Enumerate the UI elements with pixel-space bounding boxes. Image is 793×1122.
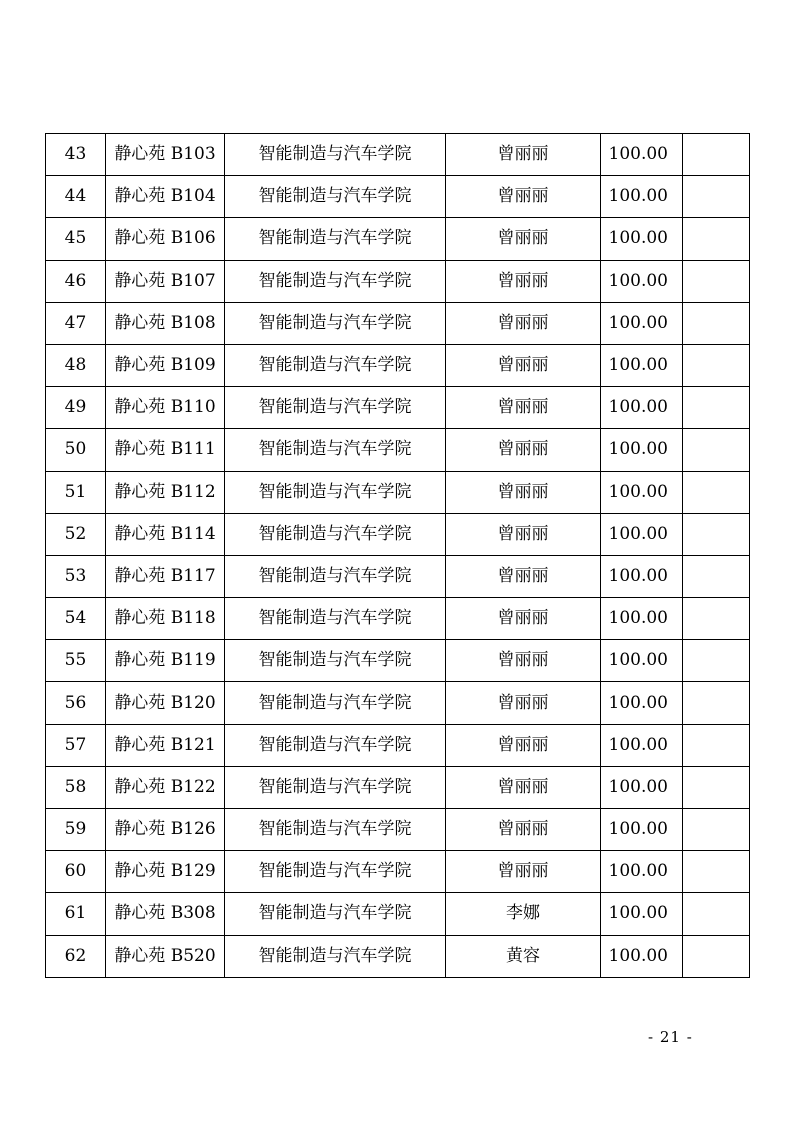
room-cell: 静心苑 B109 — [106, 344, 225, 386]
person-cell: 曾丽丽 — [446, 344, 601, 386]
college-cell: 智能制造与汽车学院 — [225, 682, 446, 724]
table-row — [46, 724, 750, 766]
page-number: - 21 - — [648, 1028, 693, 1046]
table-row — [46, 766, 750, 808]
note-cell — [683, 302, 750, 344]
table-row — [46, 682, 750, 724]
row-number-cell: 44 — [46, 176, 106, 218]
room-cell: 静心苑 B308 — [106, 893, 225, 935]
person-cell: 曾丽丽 — [446, 471, 601, 513]
table-row — [46, 809, 750, 851]
college-cell: 智能制造与汽车学院 — [225, 766, 446, 808]
note-cell — [683, 218, 750, 260]
room-cell: 静心苑 B110 — [106, 387, 225, 429]
note-cell — [683, 598, 750, 640]
room-cell: 静心苑 B119 — [106, 640, 225, 682]
score-cell: 100.00 — [601, 809, 683, 851]
college-cell: 智能制造与汽车学院 — [225, 555, 446, 597]
row-number-cell: 49 — [46, 387, 106, 429]
college-cell: 智能制造与汽车学院 — [225, 851, 446, 893]
table-row — [46, 851, 750, 893]
row-number-cell: 60 — [46, 851, 106, 893]
score-cell: 100.00 — [601, 429, 683, 471]
score-cell: 100.00 — [601, 598, 683, 640]
note-cell — [683, 387, 750, 429]
college-cell: 智能制造与汽车学院 — [225, 893, 446, 935]
row-number-cell: 57 — [46, 724, 106, 766]
college-cell: 智能制造与汽车学院 — [225, 218, 446, 260]
row-number-cell: 51 — [46, 471, 106, 513]
score-cell: 100.00 — [601, 682, 683, 724]
room-cell: 静心苑 B111 — [106, 429, 225, 471]
note-cell — [683, 640, 750, 682]
note-cell — [683, 134, 750, 176]
score-cell: 100.00 — [601, 555, 683, 597]
table-row — [46, 471, 750, 513]
college-cell: 智能制造与汽车学院 — [225, 513, 446, 555]
college-cell: 智能制造与汽车学院 — [225, 260, 446, 302]
person-cell: 曾丽丽 — [446, 429, 601, 471]
row-number-cell: 59 — [46, 809, 106, 851]
college-cell: 智能制造与汽车学院 — [225, 387, 446, 429]
college-cell: 智能制造与汽车学院 — [225, 429, 446, 471]
note-cell — [683, 344, 750, 386]
row-number-cell: 62 — [46, 935, 106, 977]
score-cell: 100.00 — [601, 935, 683, 977]
room-cell: 静心苑 B104 — [106, 176, 225, 218]
score-cell: 100.00 — [601, 260, 683, 302]
room-cell: 静心苑 B126 — [106, 809, 225, 851]
room-cell: 静心苑 B107 — [106, 260, 225, 302]
row-number-cell: 48 — [46, 344, 106, 386]
room-cell: 静心苑 B129 — [106, 851, 225, 893]
note-cell — [683, 809, 750, 851]
table-row — [46, 218, 750, 260]
table-body — [46, 134, 750, 978]
row-number-cell: 47 — [46, 302, 106, 344]
college-cell: 智能制造与汽车学院 — [225, 302, 446, 344]
table-row — [46, 893, 750, 935]
table-row — [46, 302, 750, 344]
table-row — [46, 598, 750, 640]
score-cell: 100.00 — [601, 387, 683, 429]
person-cell: 曾丽丽 — [446, 640, 601, 682]
table-row — [46, 176, 750, 218]
row-number-cell: 45 — [46, 218, 106, 260]
score-cell: 100.00 — [601, 893, 683, 935]
room-cell: 静心苑 B112 — [106, 471, 225, 513]
person-cell: 曾丽丽 — [446, 134, 601, 176]
table-row — [46, 513, 750, 555]
person-cell: 曾丽丽 — [446, 598, 601, 640]
room-cell: 静心苑 B114 — [106, 513, 225, 555]
row-number-cell: 55 — [46, 640, 106, 682]
row-number-cell: 61 — [46, 893, 106, 935]
person-cell: 曾丽丽 — [446, 766, 601, 808]
note-cell — [683, 429, 750, 471]
person-cell: 曾丽丽 — [446, 851, 601, 893]
score-cell: 100.00 — [601, 344, 683, 386]
person-cell: 曾丽丽 — [446, 218, 601, 260]
room-cell: 静心苑 B121 — [106, 724, 225, 766]
note-cell — [683, 893, 750, 935]
note-cell — [683, 682, 750, 724]
note-cell — [683, 851, 750, 893]
college-cell: 智能制造与汽车学院 — [225, 134, 446, 176]
score-cell: 100.00 — [601, 218, 683, 260]
table-row — [46, 555, 750, 597]
college-cell: 智能制造与汽车学院 — [225, 471, 446, 513]
score-cell: 100.00 — [601, 302, 683, 344]
room-cell: 静心苑 B520 — [106, 935, 225, 977]
person-cell: 曾丽丽 — [446, 176, 601, 218]
college-cell: 智能制造与汽车学院 — [225, 935, 446, 977]
note-cell — [683, 176, 750, 218]
note-cell — [683, 513, 750, 555]
score-cell: 100.00 — [601, 471, 683, 513]
college-cell: 智能制造与汽车学院 — [225, 598, 446, 640]
person-cell: 黄容 — [446, 935, 601, 977]
room-cell: 静心苑 B106 — [106, 218, 225, 260]
score-cell: 100.00 — [601, 724, 683, 766]
room-cell: 静心苑 B120 — [106, 682, 225, 724]
person-cell: 曾丽丽 — [446, 809, 601, 851]
score-cell: 100.00 — [601, 176, 683, 218]
room-cell: 静心苑 B117 — [106, 555, 225, 597]
person-cell: 曾丽丽 — [446, 724, 601, 766]
note-cell — [683, 766, 750, 808]
college-cell: 智能制造与汽车学院 — [225, 640, 446, 682]
note-cell — [683, 260, 750, 302]
table-row — [46, 429, 750, 471]
score-cell: 100.00 — [601, 766, 683, 808]
note-cell — [683, 935, 750, 977]
person-cell: 曾丽丽 — [446, 555, 601, 597]
score-cell: 100.00 — [601, 640, 683, 682]
room-cell: 静心苑 B108 — [106, 302, 225, 344]
dormitory-score-table — [45, 133, 750, 978]
score-cell: 100.00 — [601, 851, 683, 893]
table-row — [46, 935, 750, 977]
room-cell: 静心苑 B103 — [106, 134, 225, 176]
row-number-cell: 50 — [46, 429, 106, 471]
row-number-cell: 54 — [46, 598, 106, 640]
table-row — [46, 640, 750, 682]
person-cell: 曾丽丽 — [446, 513, 601, 555]
person-cell: 李娜 — [446, 893, 601, 935]
room-cell: 静心苑 B118 — [106, 598, 225, 640]
row-number-cell: 53 — [46, 555, 106, 597]
table-row — [46, 134, 750, 176]
score-cell: 100.00 — [601, 513, 683, 555]
note-cell — [683, 555, 750, 597]
row-number-cell: 58 — [46, 766, 106, 808]
table-row — [46, 260, 750, 302]
person-cell: 曾丽丽 — [446, 260, 601, 302]
row-number-cell: 56 — [46, 682, 106, 724]
score-cell: 100.00 — [601, 134, 683, 176]
college-cell: 智能制造与汽车学院 — [225, 176, 446, 218]
table-row — [46, 387, 750, 429]
person-cell: 曾丽丽 — [446, 387, 601, 429]
note-cell — [683, 471, 750, 513]
row-number-cell: 52 — [46, 513, 106, 555]
college-cell: 智能制造与汽车学院 — [225, 344, 446, 386]
note-cell — [683, 724, 750, 766]
row-number-cell: 46 — [46, 260, 106, 302]
person-cell: 曾丽丽 — [446, 302, 601, 344]
row-number-cell: 43 — [46, 134, 106, 176]
college-cell: 智能制造与汽车学院 — [225, 724, 446, 766]
person-cell: 曾丽丽 — [446, 682, 601, 724]
table-row — [46, 344, 750, 386]
college-cell: 智能制造与汽车学院 — [225, 809, 446, 851]
room-cell: 静心苑 B122 — [106, 766, 225, 808]
